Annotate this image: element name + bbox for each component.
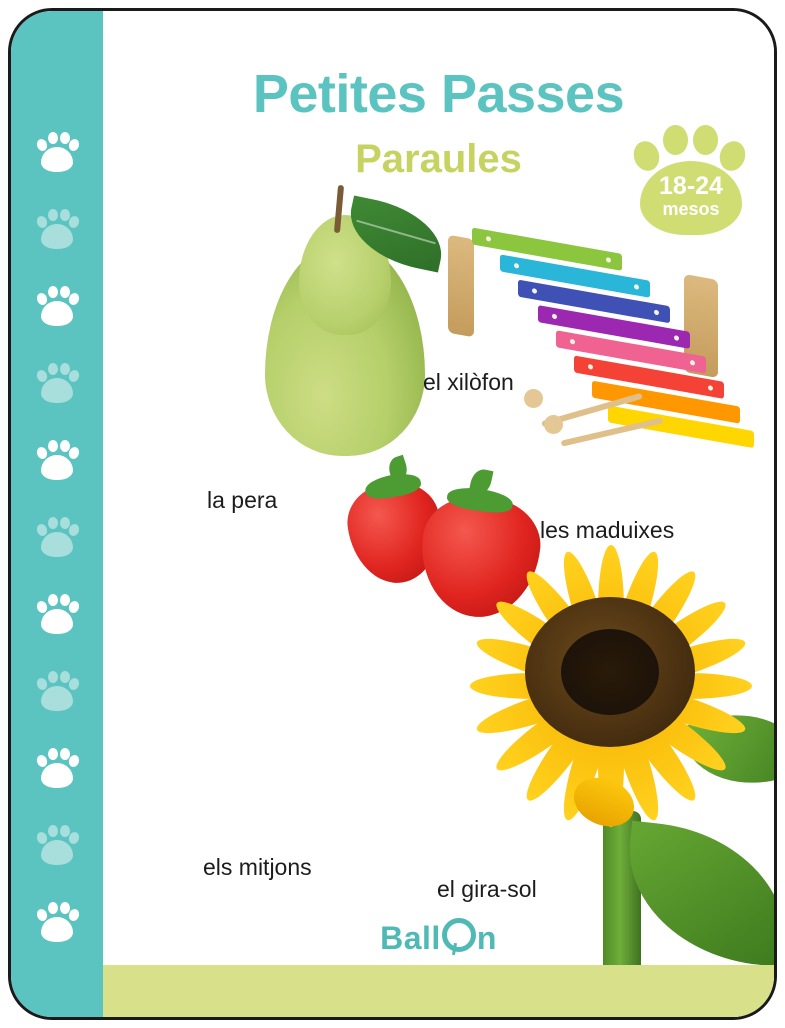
word-label-sunflower: el gira-sol [437,876,537,902]
paw-print-icon [35,208,79,252]
word-label-xylophone: el xilòfon [423,369,514,395]
cover-page [103,11,774,1017]
spine-strip [11,11,103,1017]
paw-print-icon [35,285,79,329]
age-badge-text [632,173,750,219]
age-range: 18-24 [659,172,723,200]
paw-print-icon [35,439,79,483]
word-label-strawberries: les maduixes [540,517,675,543]
paw-print-icon [35,593,79,637]
paw-print-icon [35,516,79,560]
pear-illustration [243,179,463,469]
age-badge [632,119,750,237]
xylophone-illustration [448,211,718,451]
paw-print-icon [35,747,79,791]
page-title: Petites Passes [252,64,625,124]
paw-print-icon [35,901,79,945]
sunflower-illustration [443,511,777,981]
paw-print-icon [35,670,79,714]
publisher-logo [103,918,774,957]
paw-print-icon [35,824,79,868]
socks-illustration [123,631,413,861]
publisher-name-before: Ball [380,920,441,956]
balloon-icon [442,918,476,952]
paw-print-column [11,131,103,945]
word-label-socks: els mitjons [203,854,312,880]
book-cover [8,8,777,1020]
word-label-pear: la pera [207,487,278,513]
paw-print-icon [35,362,79,406]
age-unit: mesos [662,199,720,219]
bottom-color-band [103,965,777,1017]
publisher-name-after: n [476,920,497,956]
page-subtitle: Paraules [355,137,522,181]
paw-print-icon [35,131,79,175]
